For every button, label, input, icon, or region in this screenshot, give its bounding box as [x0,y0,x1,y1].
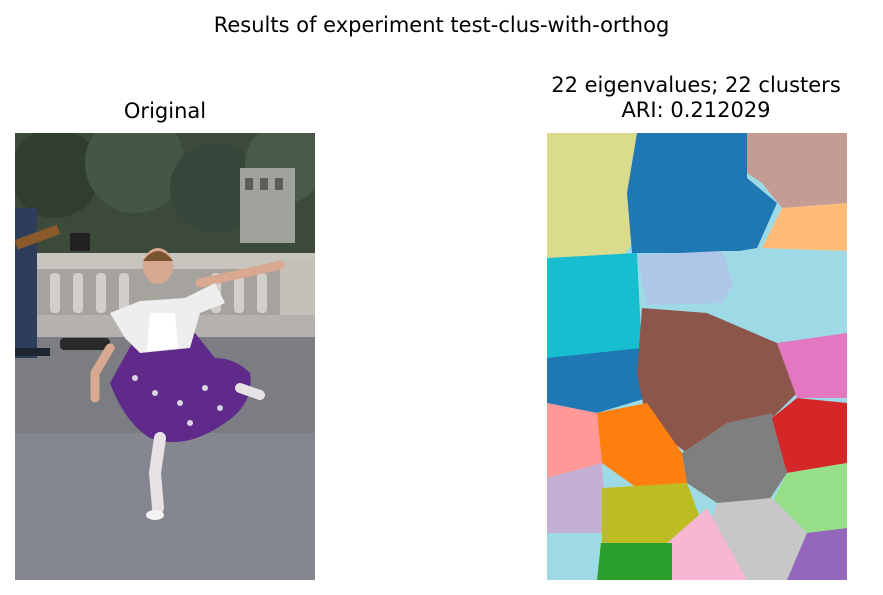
cluster-green [597,543,672,580]
cluster-olive-light [547,133,637,258]
dancer-photo-icon [15,133,315,580]
segmentation-title-line1: 22 eigenvalues; 22 clusters [551,73,841,97]
segmentation-panel-title [506,73,883,123]
original-panel-title: Original [123,99,207,123]
original-image [15,133,315,580]
cluster-map-icon [547,133,847,580]
figure-suptitle: Results of experiment test-clus-with-orthog [213,13,670,37]
cluster-cyan [547,253,642,358]
cluster-paleblue-bottom [547,533,602,580]
segmentation-title-line2: ARI: 0.212029 [621,98,771,122]
segmentation-image [547,133,847,580]
